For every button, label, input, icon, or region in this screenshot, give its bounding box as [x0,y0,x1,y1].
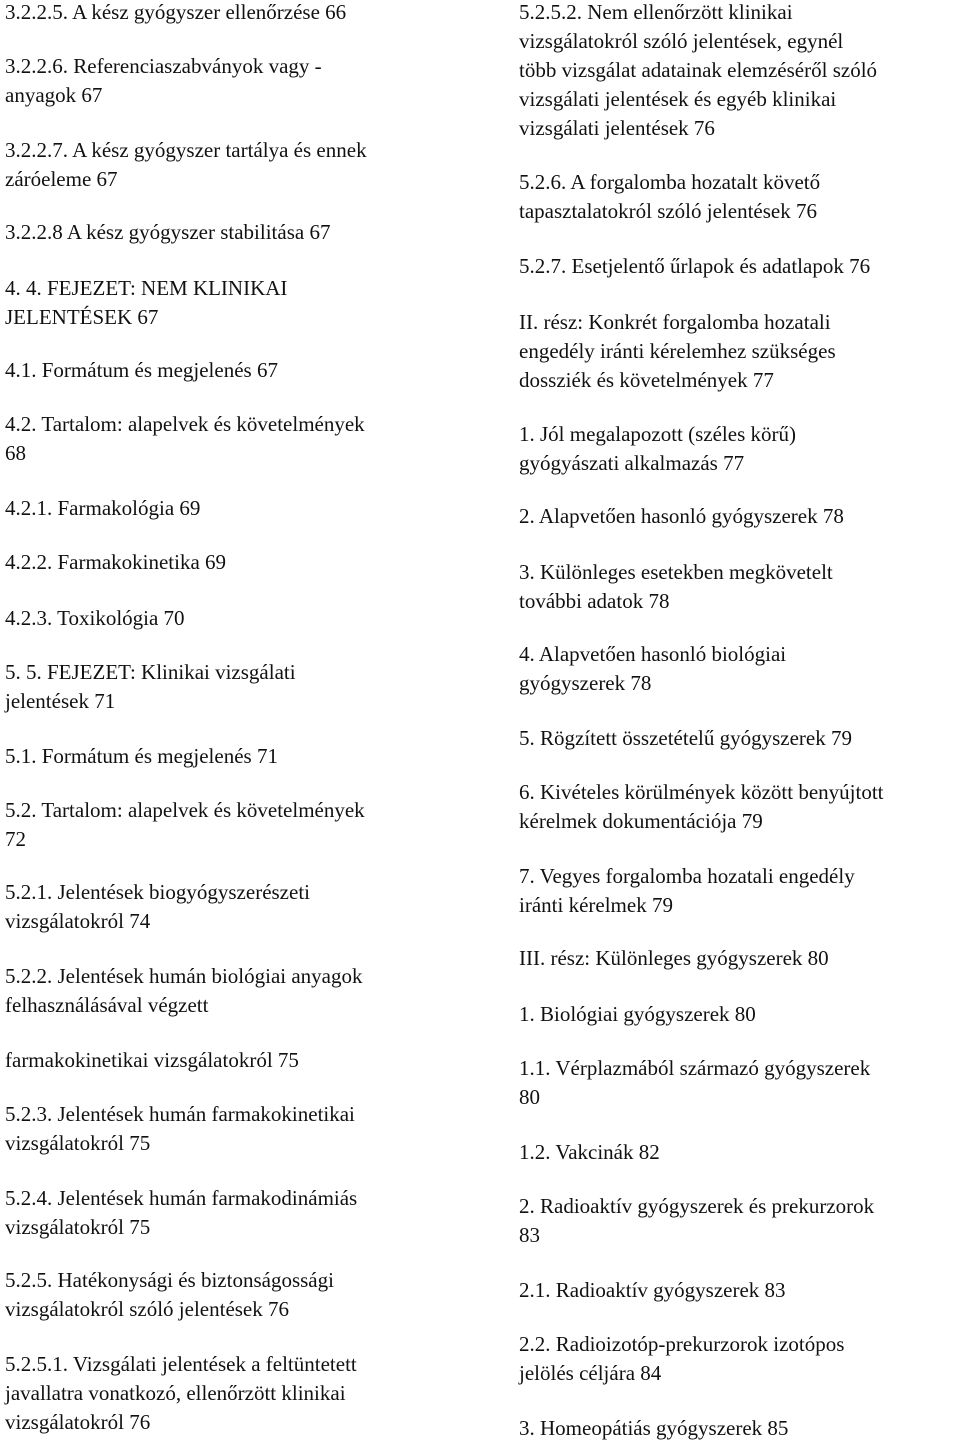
toc-entry-line: jelentések 71 [5,689,116,713]
toc-entry-line: 7. Vegyes forgalomba hozatali engedély [519,864,855,888]
toc-entry-line: 5.2.4. Jelentések humán farmakodinámiás [5,1186,358,1210]
toc-entry [519,862,959,920]
toc-entry [519,558,959,616]
toc-entry [5,494,465,523]
toc-entry [5,1350,465,1437]
toc-entry-line: 1.1. Vérplazmából származó gyógyszerek [519,1056,871,1080]
toc-entry-line: 3.2.2.8 A kész gyógyszer stabilitása 67 [5,220,331,244]
toc-entry-line: 2. Alapvetően hasonló gyógyszerek 78 [519,504,844,528]
toc-entry-line: vizsgálatokról 76 [5,1410,151,1434]
toc-entry-line: 3. Homeopátiás gyógyszerek 85 [519,1416,789,1440]
toc-entry-line: 5.2.7. Esetjelentő űrlapok és adatlapok 76 [519,254,871,278]
toc-entry [519,168,959,226]
toc-entry-line: 1. Biológiai gyógyszerek 80 [519,1002,756,1026]
toc-entry [519,1192,959,1250]
toc-entry-line: 2.2. Radioizotóp-prekurzorok izotópos [519,1332,845,1356]
toc-entry-line: vizsgálati jelentések és egyéb klinikai [519,87,837,111]
toc-entry [519,1138,959,1167]
toc-entry-line: III. rész: Különleges gyógyszerek 80 [519,946,829,970]
toc-entry-line: záróeleme 67 [5,167,118,191]
toc-entry-line: további adatok 78 [519,589,670,613]
toc-entry-line: 83 [519,1223,540,1247]
toc-entry-line: 2. Radioaktív gyógyszerek és prekurzorok [519,1194,875,1218]
toc-entry-line: vizsgálati jelentések 76 [519,116,715,140]
toc-entry [5,604,465,633]
toc-entry [519,252,959,281]
toc-entry-line: vizsgálatokról 75 [5,1215,151,1239]
toc-entry-line: jelölés céljára 84 [519,1361,662,1385]
toc-entry-line: 5.2.5. Hatékonysági és biztonságossági [5,1268,334,1292]
toc-entry-line: anyagok 67 [5,83,103,107]
toc-entry [5,1100,465,1158]
toc-entry [5,1184,465,1242]
toc-entry-line: vizsgálatokról szóló jelentések 76 [5,1297,290,1321]
toc-entry [519,778,959,836]
toc-entry-line: vizsgálatokról 74 [5,909,151,933]
toc-entry [5,52,465,110]
toc-entry-line: 4.1. Formátum és megjelenés 67 [5,358,278,382]
toc-entry [5,356,465,385]
toc-entry [5,878,465,936]
toc-entry-line: vizsgálatokról szóló jelentések, egynél [519,29,844,53]
toc-entry [5,136,465,194]
toc-entry-line: 5.2.6. A forgalomba hozatalt követő [519,170,821,194]
toc-entry-line: 5. Rögzített összetételű gyógyszerek 79 [519,726,852,750]
toc-entry-line: 4. 4. FEJEZET: NEM KLINIKAI [5,276,288,300]
toc-entry-line: felhasználásával végzett [5,993,209,1017]
toc-entry [5,274,465,332]
toc-entry [519,502,959,531]
toc-entry-line: II. rész: Konkrét forgalomba hozatali [519,310,831,334]
toc-entry-line: iránti kérelmek 79 [519,893,673,917]
toc-entry [519,1330,959,1388]
toc-entry [519,640,959,698]
toc-entry-line: 1. Jól megalapozott (széles körű) [519,422,796,446]
toc-entry-line: 68 [5,441,26,465]
toc-entry-line: 80 [519,1085,540,1109]
toc-entry-line: gyógyszerek 78 [519,671,652,695]
toc-entry-line: 5.2. Tartalom: alapelvek és követelmények [5,798,365,822]
toc-entry-line: 5. 5. FEJEZET: Klinikai vizsgálati [5,660,296,684]
toc-entry-line: 5.1. Formátum és megjelenés 71 [5,744,278,768]
toc-entry [519,1276,959,1305]
toc-entry-line: 4.2.2. Farmakokinetika 69 [5,550,227,574]
toc-entry-line: tapasztalatokról szóló jelentések 76 [519,199,817,223]
toc-entry-line: 72 [5,827,26,851]
toc-entry-line: 3.2.2.5. A kész gyógyszer ellenőrzése 66 [5,0,347,24]
toc-entry [519,1000,959,1029]
toc-entry [5,1266,465,1324]
toc-entry-line: 2.1. Radioaktív gyógyszerek 83 [519,1278,786,1302]
toc-entry [5,658,465,716]
toc-entry-line: 3.2.2.6. Referenciaszabványok vagy - [5,54,322,78]
toc-entry-line: 6. Kivételes körülmények között benyújtott [519,780,884,804]
toc-entry-line: JELENTÉSEK 67 [5,305,159,329]
toc-entry [5,548,465,577]
toc-entry-line: több vizsgálat adatainak elemzéséről szóló [519,58,878,82]
toc-entry-line: engedély iránti kérelemhez szükséges [519,339,836,363]
toc-entry-line: 5.2.3. Jelentések humán farmakokinetikai [5,1102,355,1126]
toc-entry-line: gyógyászati alkalmazás 77 [519,451,745,475]
toc-entry-line: 4.2.1. Farmakológia 69 [5,496,201,520]
toc-entry-line: vizsgálatokról 75 [5,1131,151,1155]
toc-entry-line: farmakokinetikai vizsgálatokról 75 [5,1048,299,1072]
toc-entry [5,742,465,771]
toc-entry [519,944,959,973]
toc-entry [519,308,959,395]
toc-entry [519,724,959,753]
toc-entry-line: dossziék és követelmények 77 [519,368,774,392]
toc-entry [5,0,465,27]
toc-entry-line: 4.2.3. Toxikológia 70 [5,606,185,630]
toc-entry [5,962,465,1020]
toc-entry [5,1046,465,1075]
toc-entry [5,218,465,247]
toc-entry [519,1054,959,1112]
toc-entry-line: 1.2. Vakcinák 82 [519,1140,660,1164]
toc-entry-line: 4. Alapvetően hasonló biológiai [519,642,787,666]
toc-entry-line: 3. Különleges esetekben megkövetelt [519,560,833,584]
toc-entry [5,410,465,468]
toc-entry [519,0,959,143]
toc-entry-line: 5.2.5.1. Vizsgálati jelentések a feltüntetett [5,1352,357,1376]
toc-entry-line: 5.2.1. Jelentések biogyógyszerészeti [5,880,310,904]
toc-entry-line: kérelmek dokumentációja 79 [519,809,763,833]
toc-entry-line: javallatra vonatkozó, ellenőrzött klinikai [5,1381,346,1405]
toc-entry-line: 4.2. Tartalom: alapelvek és követelmények [5,412,365,436]
toc-entry [5,796,465,854]
toc-entry-line: 5.2.2. Jelentések humán biológiai anyagok [5,964,363,988]
toc-entry-line: 3.2.2.7. A kész gyógyszer tartálya és ennek [5,138,367,162]
toc-entry [519,420,959,478]
toc-entry [519,1414,959,1443]
toc-entry-line: 5.2.5.2. Nem ellenőrzött klinikai [519,0,793,24]
